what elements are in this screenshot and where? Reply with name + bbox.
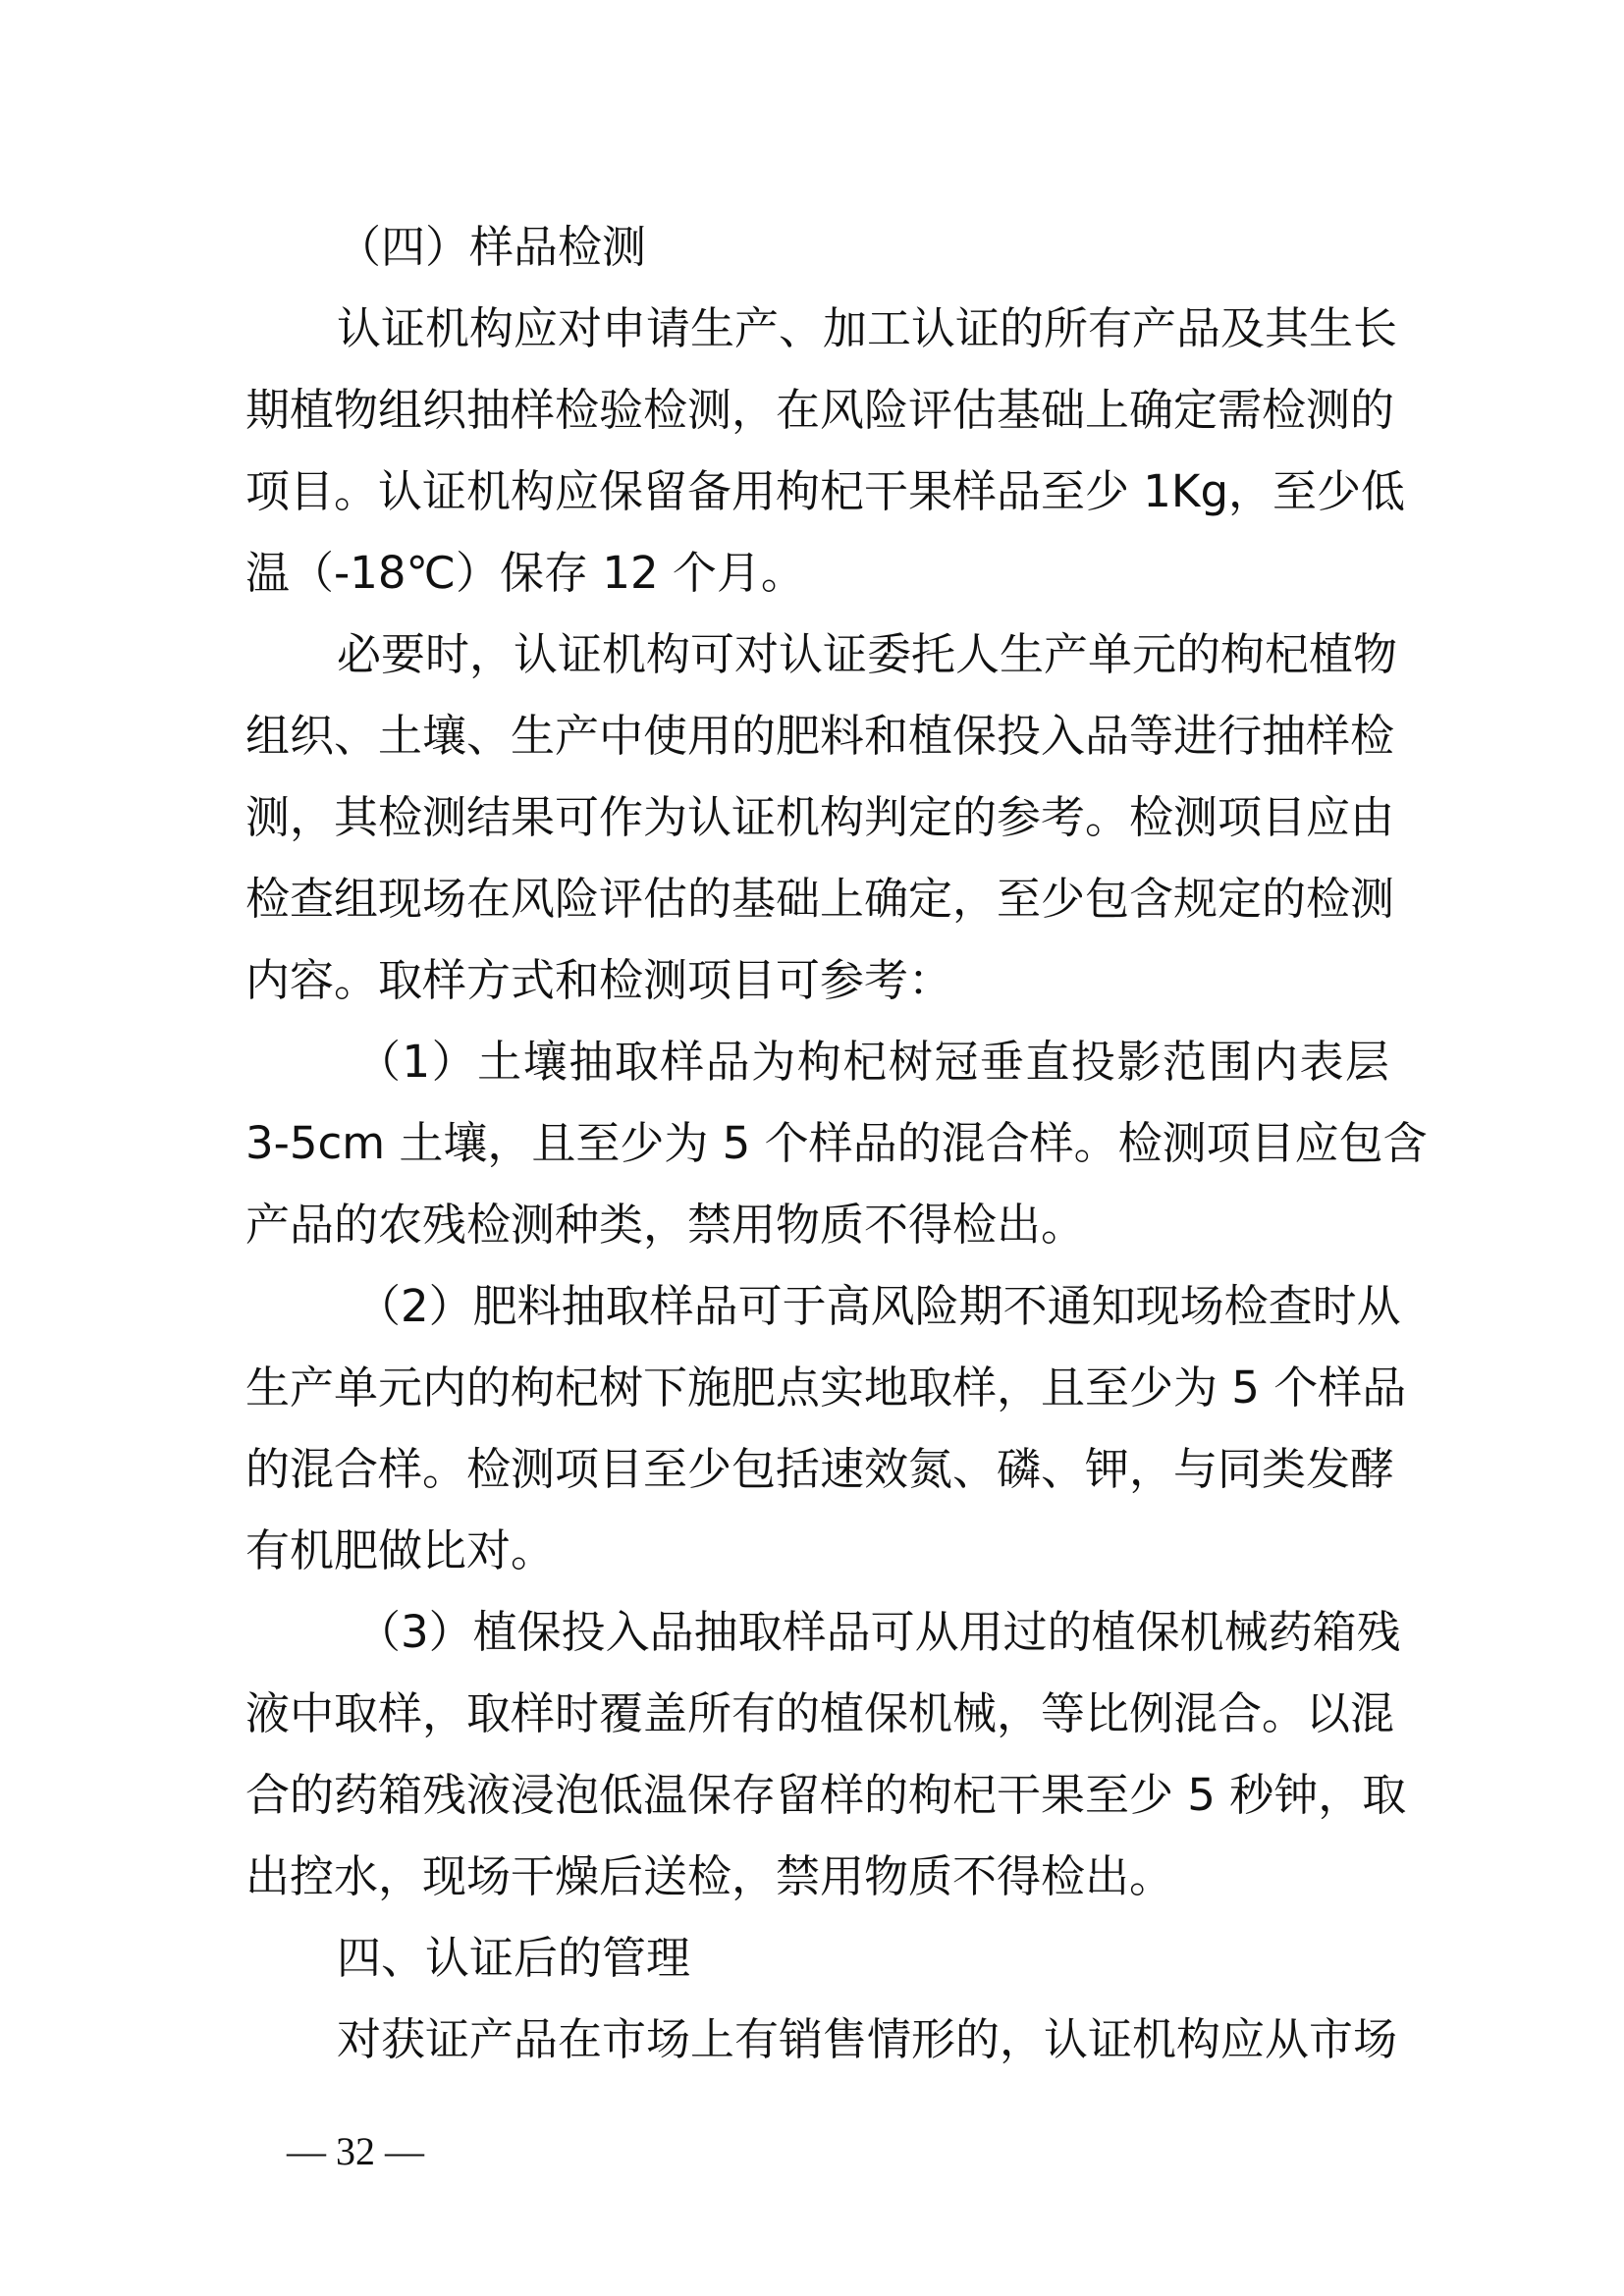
section-heading-sample-testing: （四）样品检测 xyxy=(337,221,647,273)
paragraph-line: 项目。认证机构应保留备用枸杞干果样品至少 1Kg，至少低 xyxy=(245,465,1406,517)
paragraph-line: 的混合样。检测项目至少包括速效氮、磷、钾，与同类发酵 xyxy=(245,1443,1395,1495)
paragraph-line: 组织、土壤、生产中使用的肥料和植保投入品等进行抽样检 xyxy=(245,710,1395,762)
paragraph-line: 3-5cm 土壤，且至少为 5 个样品的混合样。检测项目应包含 xyxy=(245,1117,1428,1169)
paragraph-line: 液中取样，取样时覆盖所有的植保机械，等比例混合。以混 xyxy=(245,1687,1395,1739)
list-item-fertilizer: （2）肥料抽取样品可于高风险期不通知现场检查时从 xyxy=(356,1280,1401,1332)
paragraph-line: 有机肥做比对。 xyxy=(245,1524,556,1576)
paragraph-line: 生产单元内的枸杞树下施肥点实地取样，且至少为 5 个样品 xyxy=(245,1362,1407,1414)
paragraph-line: 合的药箱残液浸泡低温保存留样的枸杞干果至少 5 秒钟，取 xyxy=(245,1769,1407,1821)
paragraph-line: 认证机构应对申请生产、加工认证的所有产品及其生长 xyxy=(337,302,1398,354)
body-text xyxy=(245,206,1428,2080)
paragraph-line: 出控水，现场干燥后送检，禁用物质不得检出。 xyxy=(245,1850,1174,1902)
paragraph-line: 测，其检测结果可作为认证机构判定的参考。检测项目应由 xyxy=(245,791,1395,843)
paragraph-line: 对获证产品在市场上有销售情形的，认证机构应从市场 xyxy=(337,2013,1398,2065)
paragraph-line: 产品的农残检测种类，禁用物质不得检出。 xyxy=(245,1199,1086,1251)
paragraph-line: 期植物组织抽样检验检测，在风险评估基础上确定需检测的 xyxy=(245,384,1395,436)
page-number: — 32 — xyxy=(287,2129,424,2173)
list-item-soil: （1）土壤抽取样品为枸杞树冠垂直投影范围内表层 xyxy=(356,1036,1389,1088)
section-heading-post-certification: 四、认证后的管理 xyxy=(337,1932,691,1984)
paragraph-line: 内容。取样方式和检测项目可参考： xyxy=(245,954,953,1006)
paragraph-line: 必要时，认证机构可对认证委托人生产单元的枸杞植物 xyxy=(337,628,1398,680)
paragraph-line: 温（-18℃）保存 12 个月。 xyxy=(245,547,805,599)
list-item-plant-protection: （3）植保投入品抽取样品可从用过的植保机械药箱残 xyxy=(356,1606,1401,1658)
paragraph-line: 检查组现场在风险评估的基础上确定，至少包含规定的检测 xyxy=(245,873,1395,925)
